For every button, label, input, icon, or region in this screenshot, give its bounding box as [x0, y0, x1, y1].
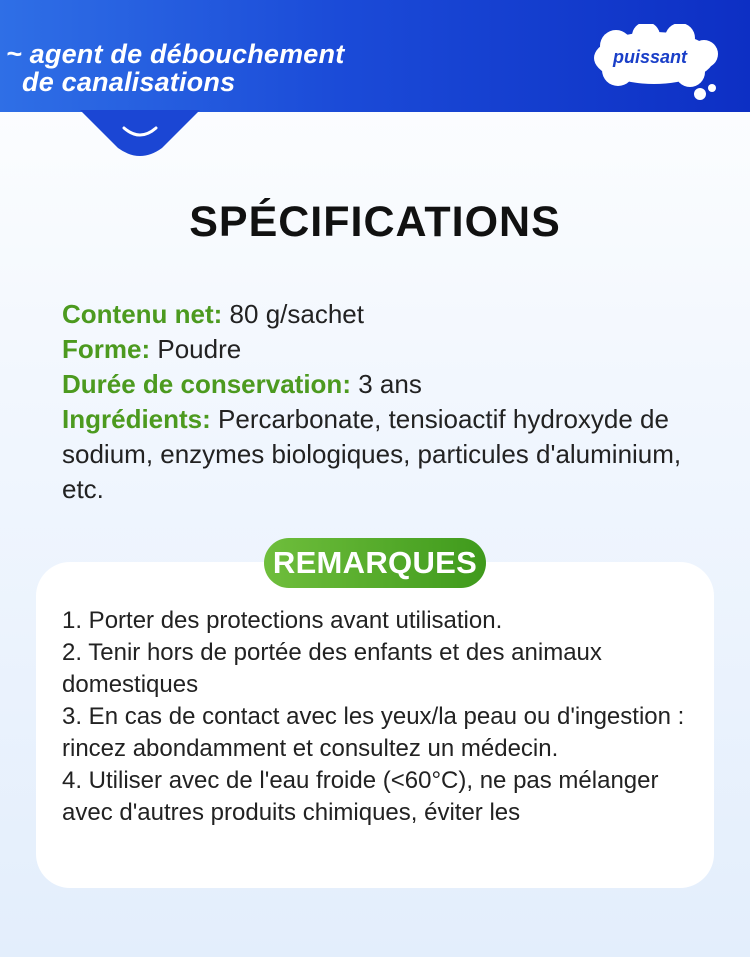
specifications-list [62, 297, 712, 507]
spec-label: Ingrédients: [62, 404, 211, 434]
spec-ingredients [62, 402, 712, 507]
spec-label: Durée de conservation: [62, 369, 351, 399]
spec-value: Poudre [157, 334, 242, 364]
header-title-line2: de canalisations [22, 67, 236, 97]
header-title-line1: ~ agent de débouchement [6, 39, 345, 69]
spec-value: 3 ans [358, 369, 422, 399]
power-badge-label: puissant [612, 47, 687, 67]
remarks-title: REMARQUES [264, 538, 486, 588]
spec-label: Forme: [62, 334, 151, 364]
remark-item: 4. Utiliser avec de l'eau froide (<60°C), ne pas mélanger avec d'autres produits chimiques, éviter les [62, 767, 659, 826]
spec-net-content [62, 297, 712, 332]
spec-value: 80 g/sachet [229, 299, 364, 329]
specifications-title: SPÉCIFICATIONS [189, 198, 561, 246]
remark-item: 1. Porter des protections avant utilisation. [62, 607, 503, 634]
spec-value: Percarbonate, tensioactif hydroxyde de sodium, enzymes biologiques, particules d'aluminium, etc. [62, 404, 682, 504]
header-notch [80, 110, 200, 156]
header-title [6, 40, 344, 96]
spec-form [62, 332, 712, 367]
spec-label: Contenu net: [62, 299, 223, 329]
remark-item: 2. Tenir hors de portée des enfants et des animaux domestiques [62, 639, 602, 698]
spec-shelf-life [62, 367, 712, 402]
remarks-list [62, 605, 707, 829]
remark-item: 3. En cas de contact avec les yeux/la peau ou d'ingestion : rincez abondamment et consultez un médecin. [62, 703, 685, 762]
